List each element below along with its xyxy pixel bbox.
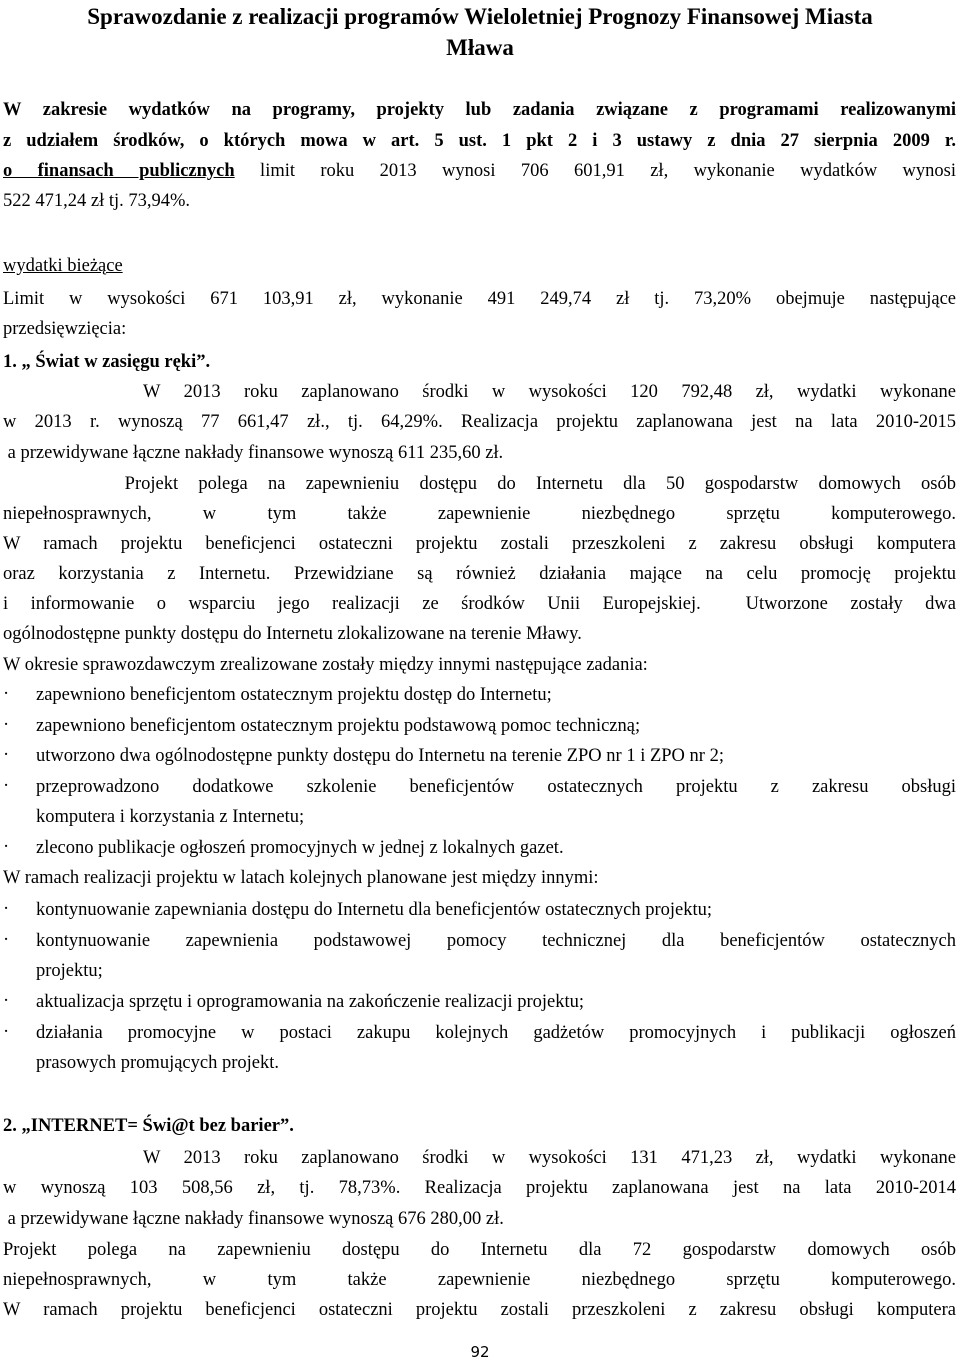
project-1-plans-intro: W ramach realizacji projektu w latach kolejnych planowane jest między innymi:: [3, 868, 599, 888]
legal-act-reference: o finansach publicznych: [3, 161, 235, 181]
plan-item-1: kontynuowanie zapewniania dostępu do Internetu dla beneficjentów ostatecznych projektu;: [36, 900, 713, 920]
project-2-heading: 2. „INTERNET= Świ@t bez barier”.: [3, 1116, 294, 1136]
intro-line-3: [3, 160, 956, 182]
project-1-budget-line-2: w 2013 r. wynoszą 77 661,47 zł., tj. 64,29%. Realizacja projektu zaplanowana jest na lata 2010-2015: [3, 412, 956, 432]
bullet-marker: ·: [3, 837, 10, 857]
bullet-marker: ·: [3, 715, 10, 735]
task-item-1: zapewniono beneficjentom ostatecznym projektu dostęp do Internetu;: [36, 685, 552, 705]
intro-line-1: W zakresie wydatków na programy, projekty lub zadania związane z programami realizowanymi: [3, 100, 956, 120]
project-1-desc-line-1: Projekt polega na zapewnieniu dostępu do Internetu dla 50 gospodarstw domowych osób: [3, 474, 956, 494]
project-2-budget-line-3: a przewidywane łączne nakłady finansowe wynoszą 676 280,00 zł.: [3, 1209, 504, 1229]
project-1-budget-line-1: W 2013 roku zaplanowano środki w wysokości 120 792,48 zł, wydatki wykonane: [3, 382, 956, 402]
bullet-marker: ·: [3, 684, 10, 704]
task-item-4-line-1: przeprowadzono dodatkowe szkolenie beneficjentów ostatecznych projektu z zakresu obsługi: [36, 777, 956, 797]
section-line-1: Limit w wysokości 671 103,91 zł, wykonanie 491 249,74 zł tj. 73,20% obejmuje następujące: [3, 289, 956, 309]
page-number: 92: [470, 1343, 490, 1361]
project-2-desc-line-2: niepełnosprawnych, w tym także zapewnienie niezbędnego sprzętu komputerowego.: [3, 1270, 956, 1290]
project-1-desc-line-2: niepełnosprawnych, w tym także zapewnienie niezbędnego sprzętu komputerowego.: [3, 504, 956, 524]
project-2-budget-line-2: w wynoszą 103 508,56 zł, tj. 78,73%. Realizacja projektu zaplanowana jest na lata 2010-2014: [3, 1178, 956, 1198]
task-item-5: zlecono publikacje ogłoszeń promocyjnych w jednej z lokalnych gazet.: [36, 838, 564, 858]
project-1-desc-line-4: oraz korzystania z Internetu. Przewidziane są również działania mające na celu promocję projektu: [3, 564, 956, 584]
project-1-tasks-intro: W okresie sprawozdawczym zrealizowane zostały między innymi następujące zadania:: [3, 655, 648, 675]
plan-item-3: aktualizacja sprzętu i oprogramowania na zakończenie realizacji projektu;: [36, 992, 585, 1012]
document-title-line-2: Mława: [446, 35, 514, 60]
project-2-desc-line-1: Projekt polega na zapewnieniu dostępu do Internetu dla 72 gospodarstw domowych osób: [3, 1240, 956, 1260]
section-heading: wydatki bieżące: [3, 256, 123, 276]
bullet-marker: ·: [3, 776, 10, 796]
project-1-desc-line-5: i informowanie o wsparciu jego realizacji ze środków Unii Europejskiej. Utworzone zostały dwa: [3, 594, 956, 614]
intro-line-2: z udziałem środków, o których mowa w art. 5 ust. 1 pkt 2 i 3 ustawy z dnia 27 sierpnia 2009 r.: [3, 131, 956, 151]
bullet-marker: ·: [3, 991, 10, 1011]
bullet-marker: ·: [3, 745, 10, 765]
project-1-heading: 1. „ Świat w zasięgu ręki”.: [3, 352, 211, 372]
bullet-marker: ·: [3, 1022, 10, 1042]
project-1-budget-line-3: a przewidywane łączne nakłady finansowe wynoszą 611 235,60 zł.: [3, 443, 504, 463]
plan-item-4-line-1: działania promocyjne w postaci zakupu kolejnych gadżetów promocyjnych i publikacji ogłoszeń: [36, 1023, 956, 1043]
intro-line-3-rest: limit roku 2013 wynosi 706 601,91 zł, wykonanie wydatków wynosi: [234, 161, 957, 181]
project-2-budget-line-1: W 2013 roku zaplanowano środki w wysokości 131 471,23 zł, wydatki wykonane: [3, 1148, 956, 1168]
section-line-2: przedsięwzięcia:: [3, 319, 127, 339]
project-1-desc-line-6: ogólnodostępne punkty dostępu do Internetu zlokalizowane na terenie Mławy.: [3, 624, 582, 644]
plan-item-2-line-2: projektu;: [36, 961, 103, 981]
bullet-marker: ·: [3, 930, 10, 950]
document-title-line-1: Sprawozdanie z realizacji programów Wieloletniej Prognozy Finansowej Miasta: [87, 4, 873, 29]
project-1-desc-line-3: W ramach projektu beneficjenci ostateczni projektu zostali przeszkoleni z zakresu obsługi komputera: [3, 534, 956, 554]
intro-line-4: 522 471,24 zł tj. 73,94%.: [3, 191, 191, 211]
task-item-4-line-2: komputera i korzystania z Internetu;: [36, 807, 305, 827]
task-item-2: zapewniono beneficjentom ostatecznym projektu podstawową pomoc techniczną;: [36, 716, 641, 736]
project-2-desc-line-3: W ramach projektu beneficjenci ostateczni projektu zostali przeszkoleni z zakresu obsługi komputera: [3, 1300, 956, 1320]
plan-item-2-line-1: kontynuowanie zapewnienia podstawowej pomocy technicznej dla beneficjentów ostatecznych: [36, 931, 956, 951]
bullet-marker: ·: [3, 899, 10, 919]
task-item-3: utworzono dwa ogólnodostępne punkty dostępu do Internetu na terenie ZPO nr 1 i ZPO nr 2;: [36, 746, 724, 766]
plan-item-4-line-2: prasowych promujących projekt.: [36, 1053, 279, 1073]
